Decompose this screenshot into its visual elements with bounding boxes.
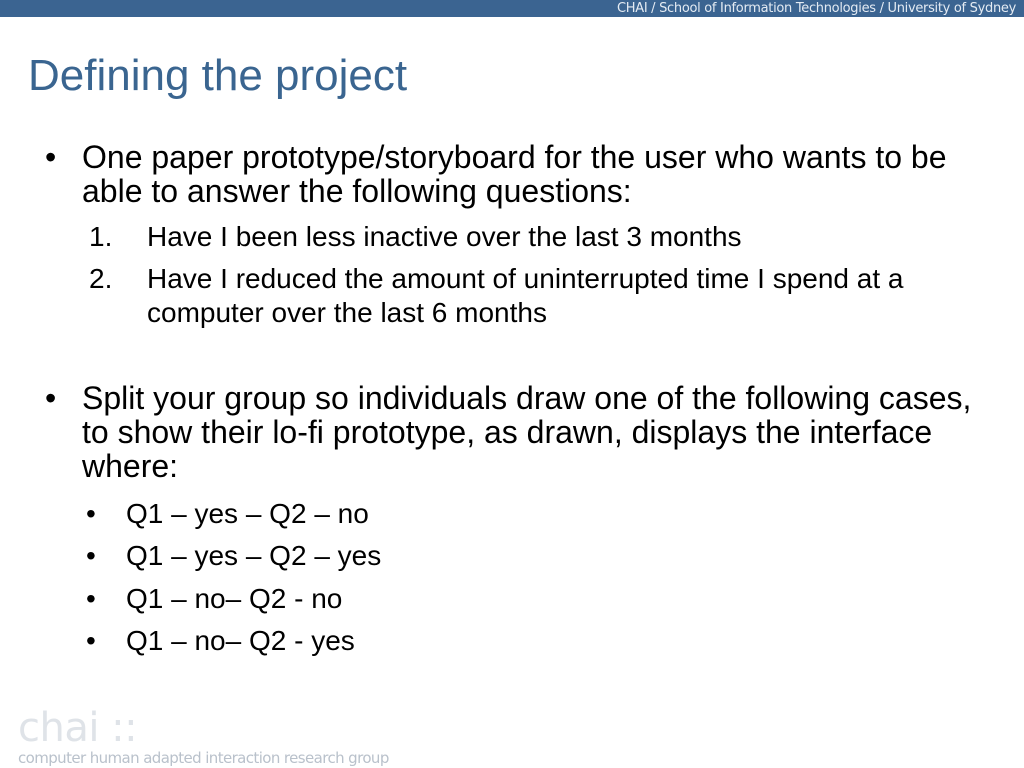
subitem-text: Q1 – no– Q2 - no <box>126 583 343 614</box>
subitem-bullet: • <box>86 625 96 656</box>
chai-logo: chai :: <box>18 705 138 751</box>
subitem-bullet: • <box>86 583 96 614</box>
numbered-subitem <box>89 262 967 330</box>
subitem-bullet: • <box>86 540 96 571</box>
case-subitem <box>86 582 946 616</box>
case-subitem <box>86 539 946 573</box>
case-subitem <box>86 624 946 658</box>
bullet-text: Split your group so individuals draw one of the following cases, to show their lo-fi prototype, as drawn, displays the interface where: <box>82 380 972 484</box>
subitem-number: 2. <box>89 263 113 294</box>
bullet-text: One paper prototype/storyboard for the user who wants to be able to answer the following questions: <box>82 139 947 209</box>
subitem-number: 1. <box>89 221 113 252</box>
bullet-item <box>45 380 1002 484</box>
bullet-marker: • <box>45 380 57 416</box>
case-subitem <box>86 497 946 531</box>
subitem-text: Q1 – yes – Q2 – no <box>126 498 369 529</box>
subitem-text: Have I reduced the amount of uninterrupted time I spend at a computer over the last 6 months <box>147 263 904 328</box>
subitem-text: Q1 – no– Q2 - yes <box>126 625 355 656</box>
bullet-item <box>45 139 1002 209</box>
subitem-text: Q1 – yes – Q2 – yes <box>126 540 382 571</box>
subitem-bullet: • <box>86 498 96 529</box>
footer-tagline: computer human adapted interaction research group <box>18 749 389 767</box>
header-affiliation: CHAI / School of Information Technologies / University of Sydney <box>616 1 1016 16</box>
bullet-marker: • <box>45 139 57 175</box>
header-bar <box>0 0 1024 17</box>
numbered-subitem <box>89 220 967 254</box>
subitem-text: Have I been less inactive over the last 3 months <box>147 221 742 252</box>
slide-title: Defining the project <box>28 51 408 100</box>
